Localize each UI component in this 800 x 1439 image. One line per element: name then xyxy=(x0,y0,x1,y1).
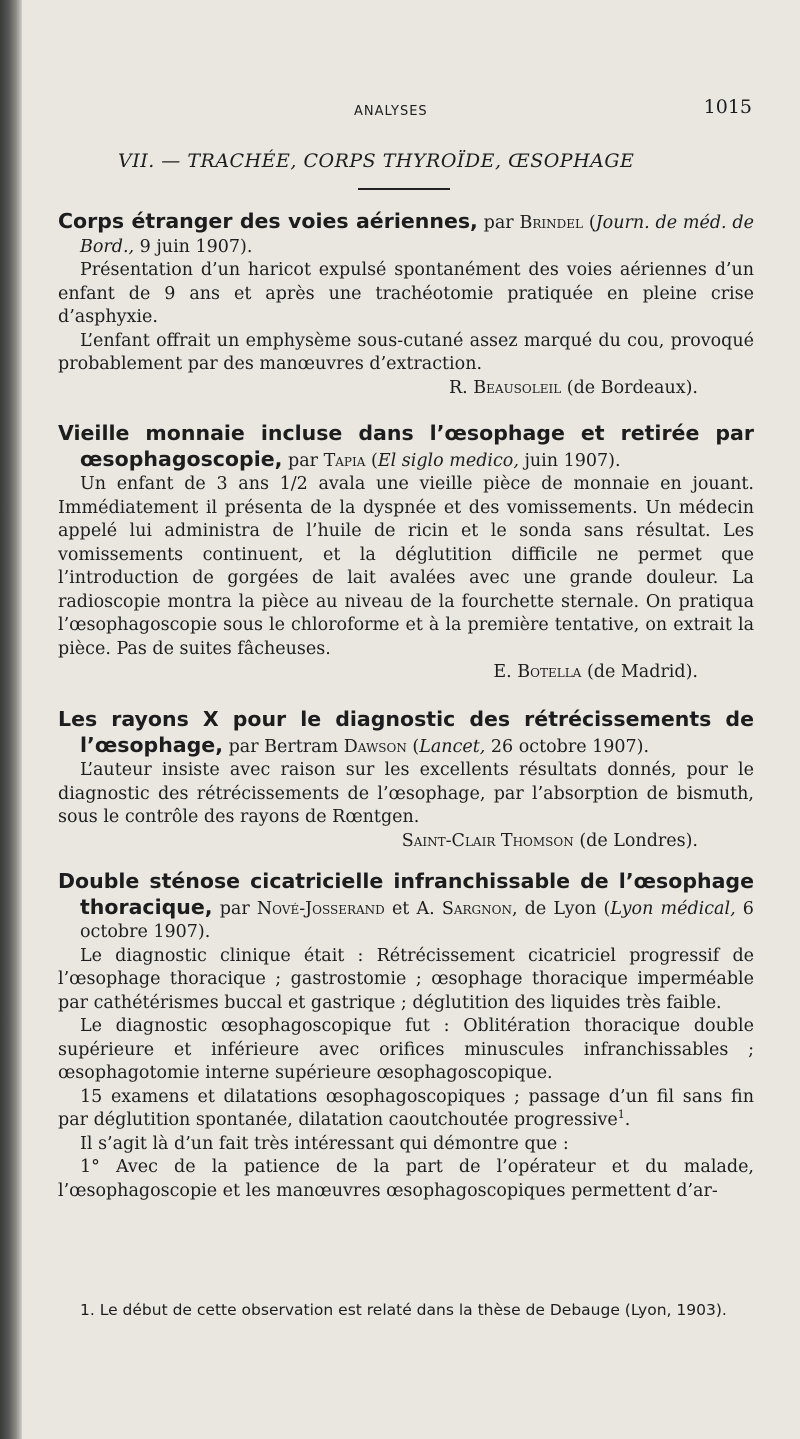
source-open: ( xyxy=(412,736,420,757)
document-page xyxy=(58,0,754,1439)
book-binding-shadow xyxy=(0,0,22,1439)
reviewer-name: Beausoleil xyxy=(473,377,562,398)
reviewer-initial: E. xyxy=(493,662,512,682)
article-date: 9 juin 1907). xyxy=(139,236,253,257)
reviewer-signature xyxy=(58,661,754,685)
article-journal: Journ. de méd. de Bord., xyxy=(80,213,754,257)
article-paragraph: L’enfant offrait un emphysème sous-cutané assez marqué du cou, provoqué probablement par des manœuvres d’extraction. xyxy=(58,330,754,374)
footnote-reference: 1 xyxy=(617,1108,625,1122)
article-date: 6 octobre 1907). xyxy=(80,898,754,942)
reviewer-signature xyxy=(58,830,754,854)
article-journal: Lancet, xyxy=(419,736,486,757)
reviewer-place: (de Bordeaux). xyxy=(566,377,698,398)
article-heading xyxy=(58,210,754,259)
footnote xyxy=(58,1298,754,1322)
article-by: par xyxy=(219,898,250,919)
reviewer-name: Saint-Clair Thomson xyxy=(401,830,574,851)
article-title: Corps étranger des voies aériennes, xyxy=(58,209,478,233)
article-paragraph: Présentation d’un haricot expulsé spontanément des voies aériennes d’un enfant de 9 ans et après une trachéotomie pratiquée en pleine crise d’asphyxie. xyxy=(58,260,754,327)
article-author: Dawson xyxy=(343,736,407,757)
page-number: 1015 xyxy=(703,96,752,118)
reviewer-signature xyxy=(58,377,754,401)
article-author: Nové-Josserand xyxy=(256,898,385,919)
article-paragraph xyxy=(58,1086,754,1133)
reviewer-initial: R. xyxy=(448,377,468,398)
article-author-2: Sargnon, xyxy=(441,898,518,919)
reviewer-place: (de Londres). xyxy=(579,830,698,851)
article-journal: El siglo medico, xyxy=(377,450,519,471)
footnote-reference-after: . xyxy=(624,1110,631,1130)
footnote-text: 1. Le début de cette observation est relaté dans la thèse de Debauge (Lyon, 1903). xyxy=(80,1301,727,1319)
article-title: Double sténose cicatricielle infranchissable de l’œsophage thoracique, xyxy=(58,869,754,919)
article-paragraph: Le diagnostic clinique était : Rétrécissement cicatriciel progressif de l’œsophage thoracique ; gastrostomie ; œsophage thoracique imperméable par cathétérismes buccal et gastrique ; déglutition des liquides très faible. xyxy=(58,945,754,1013)
source-open: ( xyxy=(371,450,378,471)
article-foreign-body xyxy=(58,210,754,400)
article-title: Vieille monnaie incluse dans l’œsophage et retirée par œsophagoscopie, xyxy=(58,421,754,471)
article-paragraph: Le diagnostic œsophagoscopique fut : Oblitération thoracique double supérieure et inférieure avec orifices minuscules infranchissables ; œsophagotomie interne supérieure œsophagoscopique. xyxy=(58,1016,754,1083)
article-heading xyxy=(58,870,754,945)
reviewer-place: (de Madrid). xyxy=(586,662,698,682)
article-paragraph: Un enfant de 3 ans 1/2 avala une vieille pièce de monnaie en jouant. Immédiatement il présenta de la dyspnée et des vomissements. Un médecin appelé lui administra de l’huile de ricin et le sonda sans résultat. Les vomissements continuent, et la déglutition difficile ne permet que l’introduction de gorgées de lait avalées avec une grande douleur. La radioscopie montra la pièce au niveau de la fourchette sternale. On pratiqua l’œsophagoscopie sous le chloroforme et à la première tentative, on extrait la pièce. Pas de suites fâcheuses. xyxy=(58,474,754,659)
article-x-rays xyxy=(58,708,754,853)
article-heading xyxy=(58,708,754,759)
page-header xyxy=(58,96,754,122)
section-divider xyxy=(358,188,450,190)
article-author: Tapia xyxy=(323,450,366,471)
article-paragraph: Il s’agit là d’un fait très intéressant qui démontre que : xyxy=(80,1133,569,1154)
article-author-join: et A. xyxy=(391,898,435,919)
article-coin xyxy=(58,422,754,685)
article-paragraph: 1° Avec de la patience de la part de l’opérateur et du malade, l’œsophagoscopie et les manœuvres œsophagoscopiques permettent d’ar- xyxy=(58,1157,754,1201)
paragraph-text: 15 examens et dilatations œsophagoscopiques ; passage d’un fil sans fin par déglutition spontanée, dilatation caoutchoutée progressive xyxy=(58,1086,754,1130)
article-by: par xyxy=(483,213,514,233)
article-paragraph: L’auteur insiste avec raison sur les excellents résultats donnés, pour le diagnostic des rétrécissements de l’œsophage, par l’absorption de bismuth, sous le contrôle des rayons de Rœntgen. xyxy=(58,760,754,827)
article-double-stenosis xyxy=(58,870,754,1203)
article-date: juin 1907). xyxy=(524,450,621,471)
reviewer-name: Botella xyxy=(517,662,582,682)
article-journal: Lyon médical, xyxy=(610,898,736,919)
section-heading: VII. — TRACHÉE, CORPS THYROÏDE, ŒSOPHAGE xyxy=(118,150,635,172)
running-head: ANALYSES xyxy=(354,104,428,119)
article-heading xyxy=(58,422,754,473)
article-by: par xyxy=(288,450,319,471)
source-open: ( xyxy=(588,213,596,233)
source-open: ( xyxy=(603,898,611,919)
article-date: 26 octobre 1907). xyxy=(490,736,650,757)
article-by: par Bertram xyxy=(228,736,339,757)
article-title: Les rayons X pour le diagnostic des rétrécissements de l’œsophage, xyxy=(58,707,754,757)
article-author: Brindel xyxy=(519,213,584,233)
article-author-2-suffix: de Lyon xyxy=(524,898,597,919)
